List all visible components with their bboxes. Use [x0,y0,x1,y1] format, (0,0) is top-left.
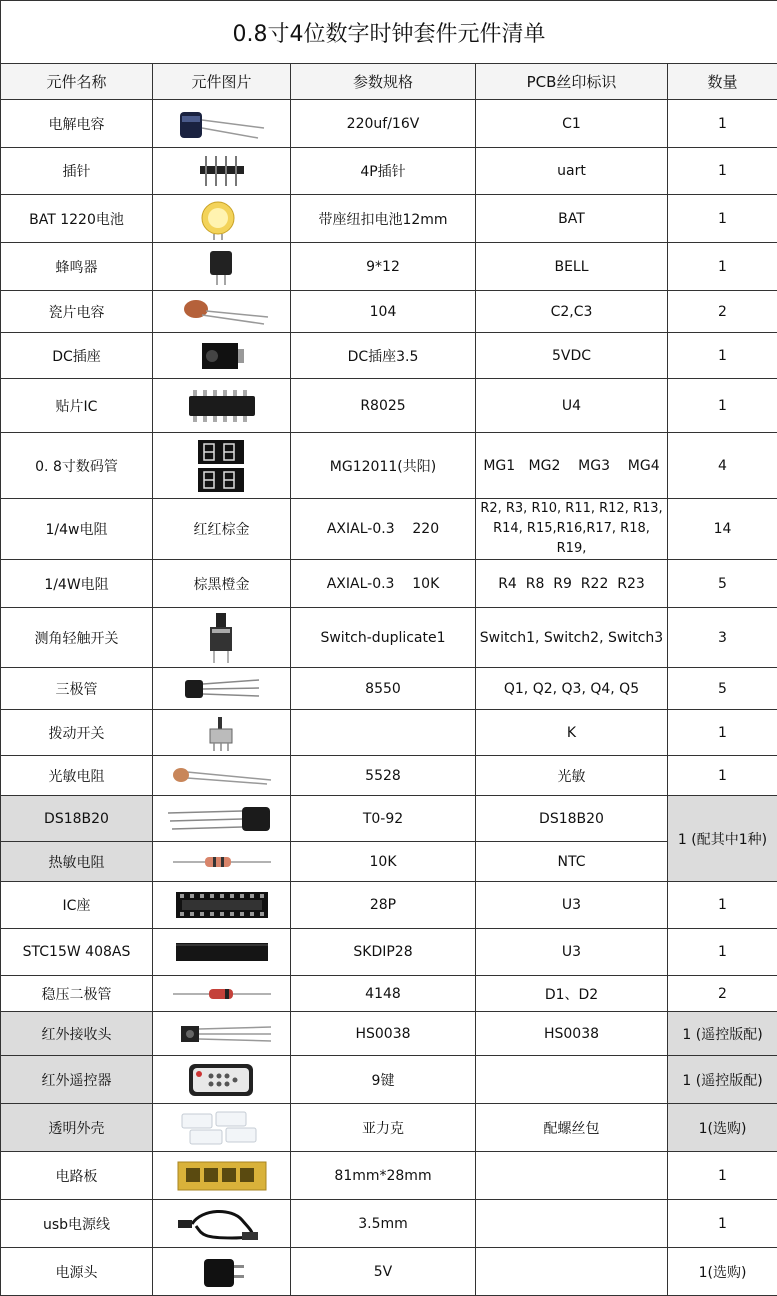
spec: 4148 [291,976,476,1012]
table-row [1,608,777,668]
smd-ic-image [153,379,291,433]
pcb-label-line: R2, R3, R10, R11, R12, R13, [478,499,665,519]
pcb-label [476,1248,668,1296]
component-name: 1/4w电阻 [1,499,153,560]
component-name: 测角轻触开关 [1,608,153,668]
capacitor-image [153,100,291,148]
quantity: 4 [668,433,777,499]
ds18b20-image [153,796,291,842]
quantity: 3 [668,608,777,668]
component-name: 1/4W电阻 [1,560,153,608]
table-row [1,710,777,756]
quantity: 1 (遥控版配) [668,1056,777,1104]
quantity: 1 [668,929,777,976]
component-name: 电解电容 [1,100,153,148]
pcb-label: BAT [476,195,668,243]
ir-receiver-image [153,1012,291,1056]
ic-socket-image [153,882,291,929]
table-row [1,1104,777,1152]
table-row [1,1200,777,1248]
quantity: 1 [668,148,777,195]
seven-segment-display-image [153,433,291,499]
pcb-label: Q1, Q2, Q3, Q4, Q5 [476,668,668,710]
table-row [1,100,777,148]
table-row [1,668,777,710]
spec: 5V [291,1248,476,1296]
quantity: 1 [668,1200,777,1248]
photoresistor-image [153,756,291,796]
component-name: 透明外壳 [1,1104,153,1152]
quantity: 1 [668,882,777,929]
pcb-label: HS0038 [476,1012,668,1056]
ir-remote-image [153,1056,291,1104]
spec: 81mm*28mm [291,1152,476,1200]
pcb-label: C2,C3 [476,291,668,333]
quantity: 1(选购) [668,1104,777,1152]
table-row [1,499,777,560]
table-row [1,796,777,842]
quantity: 5 [668,560,777,608]
spec: 亚力克 [291,1104,476,1152]
pcb-label: DS18B20 [476,796,668,842]
spec: Switch-duplicate1 [291,608,476,668]
buzzer-image [153,243,291,291]
ceramic-capacitor-image [153,291,291,333]
spec: 5528 [291,756,476,796]
usb-cable-image [153,1200,291,1248]
pcb-label: U3 [476,929,668,976]
pcb-label [476,1056,668,1104]
table-row [1,333,777,379]
quantity: 1 [668,333,777,379]
pcb-label [476,1152,668,1200]
spec: 10K [291,842,476,882]
pcb-label: U4 [476,379,668,433]
component-name: 三极管 [1,668,153,710]
quantity: 1(选购) [668,1248,777,1296]
pcb-label: 配螺丝包 [476,1104,668,1152]
spec [291,710,476,756]
table-row [1,1152,777,1200]
component-name: 电源头 [1,1248,153,1296]
table-row [1,1056,777,1104]
slide-switch-image [153,710,291,756]
quantity: 1 [668,243,777,291]
pcb-label: K [476,710,668,756]
transistor-image [153,668,291,710]
quantity: 1 (遥控版配) [668,1012,777,1056]
clear-case-image [153,1104,291,1152]
spec: HS0038 [291,1012,476,1056]
component-name: 拨动开关 [1,710,153,756]
spec: 8550 [291,668,476,710]
table-row [1,433,777,499]
spec: 9*12 [291,243,476,291]
header-image: 元件图片 [153,64,291,100]
diode-image [153,976,291,1012]
pin-header-image [153,148,291,195]
quantity: 2 [668,291,777,333]
quantity: 5 [668,668,777,710]
header-pcb: PCB丝印标识 [476,64,668,100]
pcb-label: MG1 MG2 MG3 MG4 [476,433,668,499]
spec: T0-92 [291,796,476,842]
component-name: STC15W 408AS [1,929,153,976]
quantity: 1 [668,195,777,243]
quantity: 1 [668,1152,777,1200]
component-name: 红外遥控器 [1,1056,153,1104]
quantity: 2 [668,976,777,1012]
component-name: 插针 [1,148,153,195]
table-row [1,243,777,291]
pcb-label: 光敏 [476,756,668,796]
component-name: usb电源线 [1,1200,153,1248]
spec: 9键 [291,1056,476,1104]
quantity: 1 (配其中1种) [668,796,777,882]
pcb-label: R4 R8 R9 R22 R23 [476,560,668,608]
pcb-label: Switch1, Switch2, Switch3 [476,608,668,668]
dip-ic-image [153,929,291,976]
table-row [1,756,777,796]
quantity: 1 [668,100,777,148]
pcb-label-line: R14, R15,R16,R17, R18, R19, [478,519,665,559]
component-name: 电路板 [1,1152,153,1200]
table-row [1,882,777,929]
power-adapter-image [153,1248,291,1296]
component-name: 红外接收头 [1,1012,153,1056]
spec: 4P插针 [291,148,476,195]
pcb-board-image [153,1152,291,1200]
component-name: IC座 [1,882,153,929]
coin-battery-image [153,195,291,243]
spec: AXIAL-0.3 10K [291,560,476,608]
quantity: 1 [668,756,777,796]
quantity: 14 [668,499,777,560]
component-name: BAT 1220电池 [1,195,153,243]
component-name: DC插座 [1,333,153,379]
spec: R8025 [291,379,476,433]
tact-switch-image [153,608,291,668]
table-row [1,379,777,433]
thermistor-image [153,842,291,882]
pcb-label: 5VDC [476,333,668,379]
table-row [1,1012,777,1056]
spec: MG12011(共阳) [291,433,476,499]
spec: AXIAL-0.3 220 [291,499,476,560]
table-title: 0.8寸4位数字时钟套件元件清单 [1,1,777,64]
component-name: 贴片IC [1,379,153,433]
component-name: 0. 8寸数码管 [1,433,153,499]
table-row [1,148,777,195]
header-spec: 参数规格 [291,64,476,100]
component-name: 稳压二极管 [1,976,153,1012]
pcb-label [476,1200,668,1248]
table-row [1,1248,777,1296]
resistor-color-code: 棕黑橙金 [153,560,291,608]
spec: 带座纽扣电池12mm [291,195,476,243]
table-row [1,976,777,1012]
component-name: 热敏电阻 [1,842,153,882]
pcb-label: NTC [476,842,668,882]
spec: 220uf/16V [291,100,476,148]
component-name: 瓷片电容 [1,291,153,333]
table-row [1,560,777,608]
table-row [1,291,777,333]
table-row [1,929,777,976]
spec: SKDIP28 [291,929,476,976]
spec: 104 [291,291,476,333]
quantity: 1 [668,710,777,756]
pcb-label [476,499,668,560]
component-name: 光敏电阻 [1,756,153,796]
spec: 28P [291,882,476,929]
pcb-label: uart [476,148,668,195]
component-name: DS18B20 [1,796,153,842]
resistor-color-code: 红红棕金 [153,499,291,560]
component-name: 蜂鸣器 [1,243,153,291]
spec: 3.5mm [291,1200,476,1248]
quantity: 1 [668,379,777,433]
spec: DC插座3.5 [291,333,476,379]
pcb-label: U3 [476,882,668,929]
header-qty: 数量 [668,64,777,100]
dc-jack-image [153,333,291,379]
pcb-label: C1 [476,100,668,148]
pcb-label: D1、D2 [476,976,668,1012]
header-name: 元件名称 [1,64,153,100]
pcb-label: BELL [476,243,668,291]
table-row [1,842,777,882]
table-row [1,195,777,243]
